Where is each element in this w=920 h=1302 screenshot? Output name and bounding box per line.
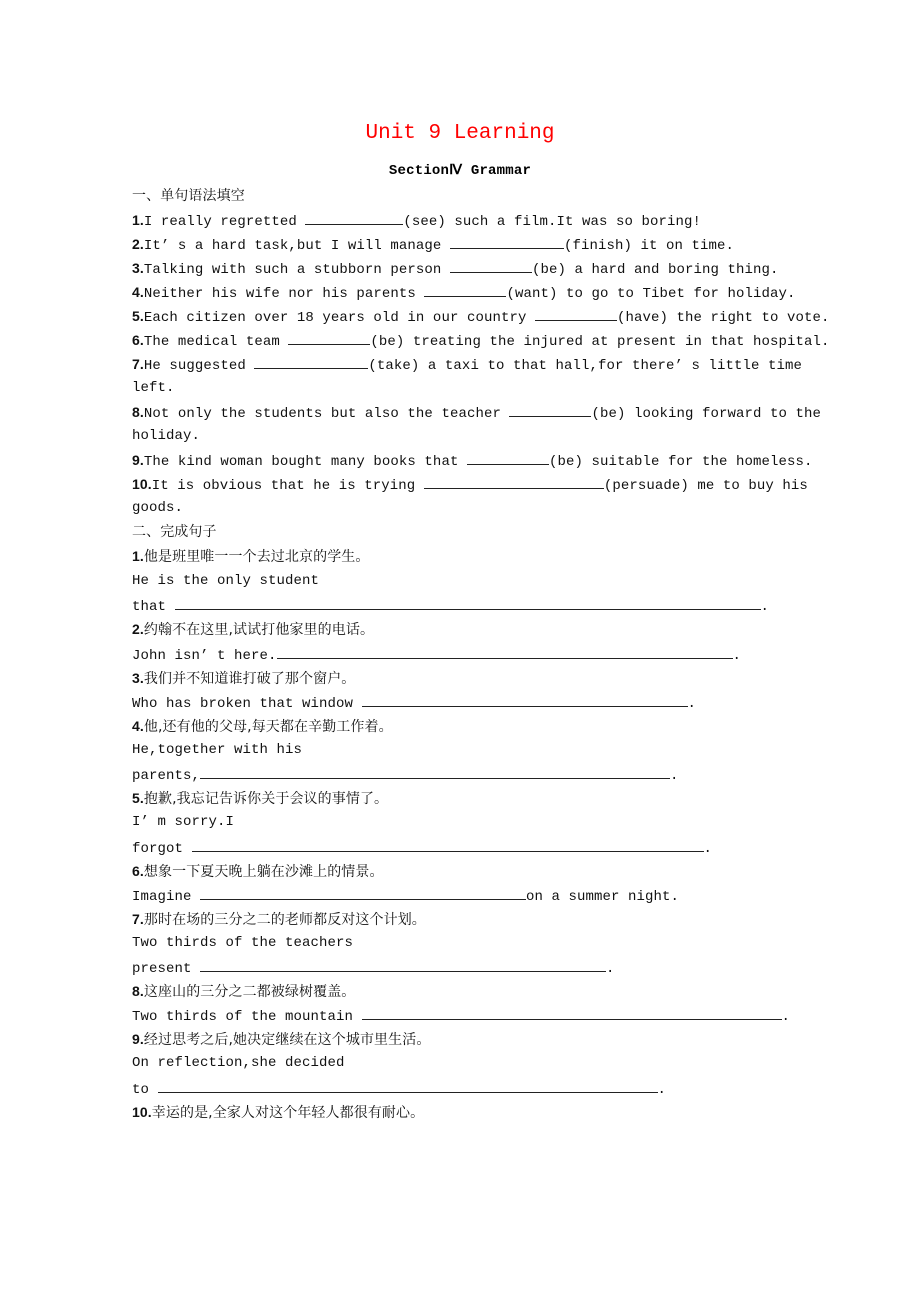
item-number: 1. — [132, 548, 144, 564]
answer-blank[interactable] — [200, 885, 526, 900]
s2-item-8-answer — [132, 1005, 790, 1027]
item-number: 8. — [132, 404, 144, 420]
answer-blank[interactable] — [288, 330, 370, 345]
s2-item-7-line1: Two thirds of the teachers — [132, 935, 354, 951]
item-hint: (be) suitable for the homeless. — [548, 454, 813, 470]
s1-item-2 — [132, 234, 734, 256]
sentence-end: . — [670, 768, 679, 784]
item-number: 7. — [132, 911, 144, 927]
s2-item-2-prompt — [132, 619, 374, 641]
s2-item-5-answer — [132, 837, 712, 859]
s1-item-5 — [132, 306, 830, 328]
item-text: Each citizen over 18 years old in our country — [143, 310, 535, 326]
s2-item-1-line1: He is the only student — [132, 573, 320, 589]
chinese-prompt: 那时在场的三分之二的老师都反对这个计划。 — [143, 912, 426, 928]
chinese-prompt: 幸运的是,全家人对这个年轻人都很有耐心。 — [151, 1105, 425, 1121]
answer-blank[interactable] — [305, 210, 403, 225]
chinese-prompt: 抱歉,我忘记告诉你关于会议的事情了。 — [143, 791, 389, 807]
s1-item-1 — [132, 210, 701, 232]
item-hint: (take) a taxi to that hall,for there’ s little time — [368, 358, 802, 374]
answer-blank[interactable] — [424, 282, 506, 297]
sentence-start: John isn’ t here. — [132, 648, 277, 664]
chinese-prompt: 经过思考之后,她决定继续在这个城市里生活。 — [143, 1032, 431, 1048]
item-text: Talking with such a stubborn person — [143, 262, 450, 278]
s2-item-3-prompt — [132, 668, 355, 690]
answer-blank[interactable] — [277, 644, 733, 659]
item-number: 4. — [132, 718, 144, 734]
answer-blank[interactable] — [467, 450, 549, 465]
answer-blank[interactable] — [200, 764, 670, 779]
chinese-prompt: 这座山的三分之二都被绿树覆盖。 — [143, 984, 356, 1000]
item-number: 9. — [132, 1031, 144, 1047]
answer-blank[interactable] — [254, 354, 368, 369]
answer-blank[interactable] — [158, 1078, 658, 1093]
chinese-prompt: 想象一下夏天晚上躺在沙滩上的情景。 — [143, 864, 384, 880]
item-text: It’ s a hard task,but I will manage — [143, 238, 450, 254]
s1-item-4 — [132, 282, 795, 304]
answer-blank[interactable] — [509, 402, 591, 417]
s1-item-8 — [132, 402, 821, 424]
item-number: 3. — [132, 670, 144, 686]
section1-heading: 一、单句语法填空 — [132, 188, 245, 204]
item-number: 5. — [132, 790, 144, 806]
sentence-start: that — [132, 599, 175, 615]
s2-item-9-line1: On reflection,she decided — [132, 1055, 345, 1071]
sentence-end: . — [781, 1009, 791, 1025]
s2-item-9-answer — [132, 1078, 666, 1100]
chinese-prompt: 约翰不在这里,试试打他家里的电话。 — [143, 622, 375, 638]
section2-heading: 二、完成句子 — [132, 524, 217, 540]
s2-item-6-prompt — [132, 861, 384, 883]
item-text: Neither his wife nor his parents — [143, 286, 425, 302]
item-number: 2. — [132, 236, 144, 252]
chinese-prompt: 他,还有他的父母,每天都在辛勤工作着。 — [143, 719, 393, 735]
sentence-start: forgot — [132, 841, 192, 857]
s2-item-9-prompt — [132, 1029, 430, 1051]
item-hint: (be) looking forward to the — [591, 406, 821, 422]
answer-blank[interactable] — [450, 234, 564, 249]
answer-blank[interactable] — [450, 258, 532, 273]
s1-item-7 — [132, 354, 802, 376]
s2-item-1-prompt — [132, 546, 370, 568]
sentence-end: . — [606, 961, 615, 977]
sentence-start: Two thirds of the mountain — [132, 1009, 362, 1025]
chinese-prompt: 他是班里唯一一个去过北京的学生。 — [143, 549, 370, 565]
item-number: 4. — [132, 284, 144, 300]
s2-item-8-prompt — [132, 981, 355, 1003]
answer-blank[interactable] — [424, 474, 604, 489]
item-number: 2. — [132, 621, 144, 637]
item-text: It is obvious that he is trying — [151, 478, 424, 494]
chinese-prompt: 我们并不知道谁打破了那个窗户。 — [143, 671, 356, 687]
s2-item-5-prompt — [132, 788, 388, 810]
s1-item-7-cont: left. — [132, 380, 175, 396]
item-number: 3. — [132, 260, 144, 276]
answer-blank[interactable] — [362, 1005, 782, 1020]
item-hint: (be) treating the injured at present in that hospital. — [370, 334, 830, 350]
sentence-start: to — [132, 1082, 158, 1098]
s1-item-3 — [132, 258, 779, 280]
s2-item-10-prompt — [132, 1102, 424, 1124]
sentence-end: . — [760, 599, 770, 615]
item-number: 1. — [132, 212, 144, 228]
item-number: 5. — [132, 308, 144, 324]
sentence-end: . — [687, 696, 697, 712]
s1-item-8-cont: holiday. — [132, 428, 201, 444]
item-text: The kind woman bought many books that — [143, 454, 467, 470]
answer-blank[interactable] — [200, 957, 606, 972]
item-text: I really regretted — [143, 214, 306, 230]
item-number: 10. — [132, 476, 152, 492]
s1-item-9 — [132, 450, 813, 472]
s2-item-6-answer — [132, 885, 679, 907]
s2-item-3-answer — [132, 692, 696, 714]
sentence-end: . — [657, 1082, 667, 1098]
sentence-start: present — [132, 961, 201, 977]
item-number: 8. — [132, 983, 144, 999]
item-hint: (see) such a film.It was so boring! — [403, 214, 701, 230]
item-number: 6. — [132, 863, 144, 879]
sentence-start: parents, — [132, 768, 201, 784]
answer-blank[interactable] — [362, 692, 688, 707]
s1-item-10 — [132, 474, 808, 496]
s2-item-4-prompt — [132, 716, 393, 738]
sentence-start: Who has broken that window — [132, 696, 362, 712]
s1-item-10-cont: goods. — [132, 500, 184, 516]
sentence-start: Imagine — [132, 889, 201, 905]
item-hint: (want) to go to Tibet for holiday. — [506, 286, 796, 302]
answer-blank[interactable] — [192, 837, 704, 852]
s2-item-4-answer — [132, 764, 679, 786]
item-text: Not only the students but also the teacher — [143, 406, 510, 422]
s2-item-5-line1: I’ m sorry.I — [132, 814, 235, 830]
item-text: The medical team — [143, 334, 289, 350]
item-hint: (be) a hard and boring thing. — [531, 262, 779, 278]
item-hint: (have) the right to vote. — [616, 310, 830, 326]
sentence-end: . — [703, 841, 713, 857]
item-number: 6. — [132, 332, 144, 348]
document-title: Unit 9 Learning — [365, 122, 555, 145]
s2-item-1-answer — [132, 595, 769, 617]
sentence-end: . — [732, 648, 742, 664]
answer-blank[interactable] — [535, 306, 617, 321]
item-text: He suggested — [143, 358, 255, 374]
s1-item-6 — [132, 330, 830, 352]
item-hint: (finish) it on time. — [563, 238, 734, 254]
item-number: 7. — [132, 356, 144, 372]
section-subtitle: SectionⅣ Grammar — [388, 163, 532, 179]
s2-item-4-line1: He,together with his — [132, 742, 303, 758]
s2-item-7-answer — [132, 957, 615, 979]
s2-item-2-answer — [132, 644, 741, 666]
item-number: 9. — [132, 452, 144, 468]
s2-item-7-prompt — [132, 909, 426, 931]
sentence-end: on a summer night. — [526, 889, 680, 905]
item-hint: (persuade) me to buy his — [603, 478, 808, 494]
item-number: 10. — [132, 1104, 152, 1120]
answer-blank[interactable] — [175, 595, 761, 610]
